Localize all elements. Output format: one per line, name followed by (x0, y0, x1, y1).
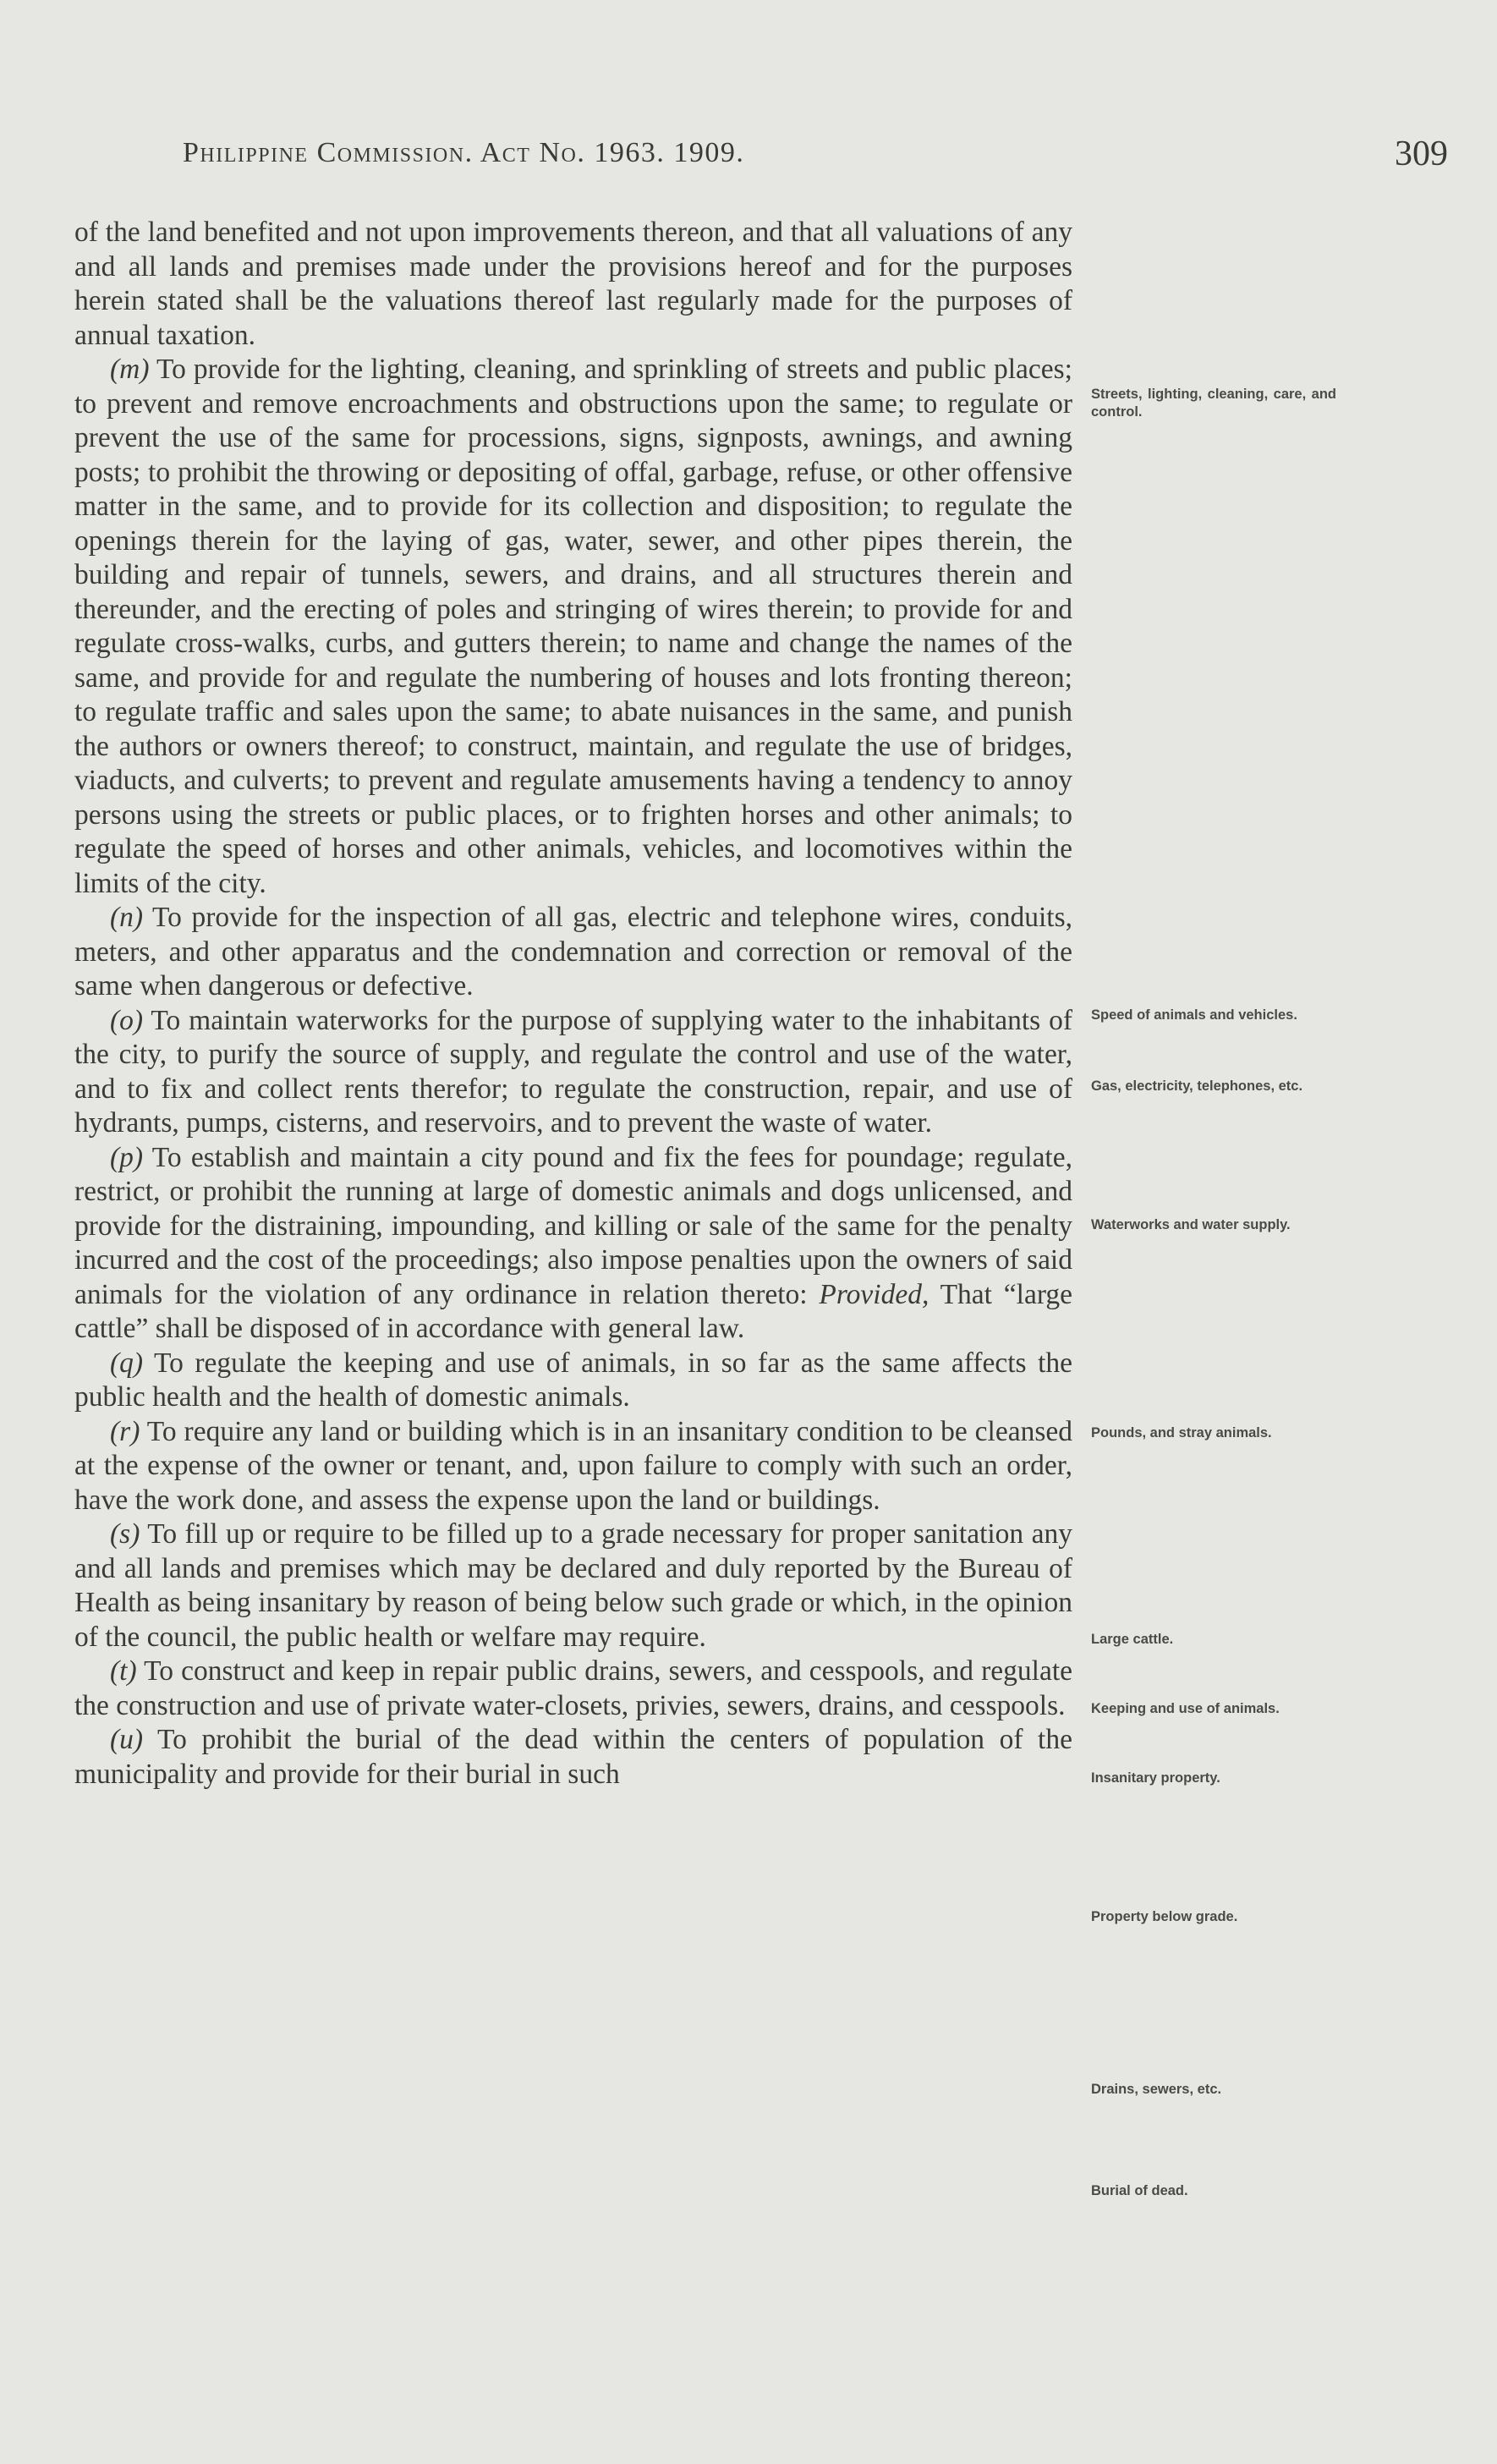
margin-note-pounds: Pounds, and stray animals. (1091, 1425, 1272, 1441)
margin-note-waterworks: Waterworks and water supply. (1091, 1217, 1291, 1232)
clause-letter: (u) (110, 1724, 144, 1755)
paragraph-text: To maintain waterworks for the purpose of supplying water to the inhabitants of the city, to purify the source of supply, and regulate the control and use of the water, and to fix and collect rents therefor; to regulate the construction, repair, and use of hydrants, pumps, cisterns, and reservoirs, and to prevent the waste of water. (74, 1004, 1072, 1139)
margin-note-keeping: Keeping and use of animals. (1091, 1701, 1280, 1716)
margin-note-large-cattle: Large cattle. (1091, 1632, 1174, 1647)
paragraph-n (74, 901, 1072, 1004)
paragraph-text: To regulate the keeping and use of animals, in so far as the same affects the public health and the health of domestic animals. (74, 1347, 1072, 1413)
paragraph-text-tail: That “large cattle” shall be disposed of in accordance with general law. (74, 1278, 1072, 1344)
margin-note-speed: Speed of animals and vehicles. (1091, 1007, 1297, 1023)
paragraph-text: To construct and keep in repair public drains, sewers, and cesspools, and regulate the construction and use of private water-closets, privies, sewers, drains, and cesspools. (74, 1655, 1072, 1721)
clause-letter: (r) (110, 1415, 140, 1447)
clause-letter: (o) (110, 1004, 144, 1036)
page-number: 309 (1395, 134, 1448, 173)
margin-note-property: Property below grade. (1091, 1909, 1238, 1924)
paragraph-p (74, 1141, 1072, 1347)
clause-letter: (q) (110, 1347, 144, 1379)
paragraph-text: To fill up or require to be filled up to a grade necessary for proper sanitation any and all lands and premises which may be declared and duly reported by the Bureau of Health as being insanitary by reason of being below such grade or which, in the opinion of the council, the public health or welfare may require. (74, 1518, 1072, 1653)
paragraph-t (74, 1655, 1072, 1723)
paragraph-m (74, 353, 1072, 901)
paragraph-s (74, 1517, 1072, 1655)
margin-note-insanitary: Insanitary property. (1091, 1770, 1220, 1786)
proviso-word: Provided, (819, 1278, 929, 1310)
paragraph-text: To establish and maintain a city pound and fix the fees for poundage; regulate, restrict, or prohibit the running at large of domestic animals and dogs unlicensed, and provide for the distraining, impounding, and killing or sale of the same for the penalty incurred and the cost of the proceedings; also impose penalties upon the owners of said animals for the violation of any ordinance in relation thereto: (74, 1141, 1072, 1310)
paragraph-continuation (74, 216, 1072, 353)
paragraph-text: To provide for the lighting, cleaning, and sprinkling of streets and public places; to prevent and remove encroachments and obstructions upon the same; to regulate or prevent the use of the same for processions, signs, signposts, awnings, and awning posts; to prohibit the throwing or depositing of offal, garbage, refuse, or other offensive matter in the same, and to provide for its collection and disposition; to regulate the openings therein for the laying of gas, water, sewer, and other pipes therein, the building and repair of tunnels, sewers, and drains, and all structures therein and thereunder, and the erecting of poles and stringing of wires therein; to provide for and regulate cross-walks, curbs, and gutters therein; to name and change the names of the same, and provide for and regulate the numbering of houses and lots fronting thereon; to regulate traffic and sales upon the same; to abate nuisances in the same, and punish the authors or owners thereof; to construct, maintain, and regulate the use of bridges, viaducts, and culverts; to prevent and regulate amusements having a tendency to annoy persons using the streets or public places, or to frighten horses and other animals; to regulate the speed of horses and other animals, vehicles, and locomotives within the limits of the city. (74, 354, 1072, 899)
paragraph-o (74, 1004, 1072, 1141)
paragraph-text: To prohibit the burial of the dead within the centers of population of the municipality and provide for their burial in such (74, 1724, 1072, 1790)
page-header (183, 134, 1448, 188)
margin-note-drains: Drains, sewers, etc. (1091, 2082, 1222, 2097)
body-text (74, 216, 1072, 1792)
clause-letter: (s) (110, 1518, 140, 1550)
clause-letter: (p) (110, 1141, 144, 1173)
paragraph-r (74, 1415, 1072, 1518)
margin-note-streets: Streets, lighting, cleaning, care, and control. (1091, 387, 1336, 420)
paragraph-u (74, 1723, 1072, 1792)
margin-note-gas: Gas, electricity, telephones, etc. (1091, 1078, 1303, 1094)
paragraph-text: To provide for the inspection of all gas, electric and telephone wires, conduits, meters, and other apparatus and the condemnation and correction or removal of the same when dangerous or defective. (74, 902, 1072, 1002)
running-head: Philippine Commission. Act No. 1963. 1909. (183, 137, 745, 168)
paragraph-q (74, 1347, 1072, 1415)
paragraph-text: of the land benefited and not upon improvements thereon, and that all valuations of any and all lands and premises made under the provisions hereof and for the purposes herein stated shall be the valuations thereof last regularly made for the purposes of annual taxation. (74, 217, 1072, 351)
clause-letter: (n) (110, 902, 144, 933)
paragraph-text: To require any land or building which is in an insanitary condition to be cleansed at the expense of the owner or tenant, and, upon failure to comply with such an order, have the work done, and assess the expense upon the land or buildings. (74, 1415, 1072, 1516)
margin-note-burial: Burial of dead. (1091, 2183, 1188, 2198)
clause-letter: (t) (110, 1655, 137, 1687)
clause-letter: (m) (110, 354, 150, 385)
